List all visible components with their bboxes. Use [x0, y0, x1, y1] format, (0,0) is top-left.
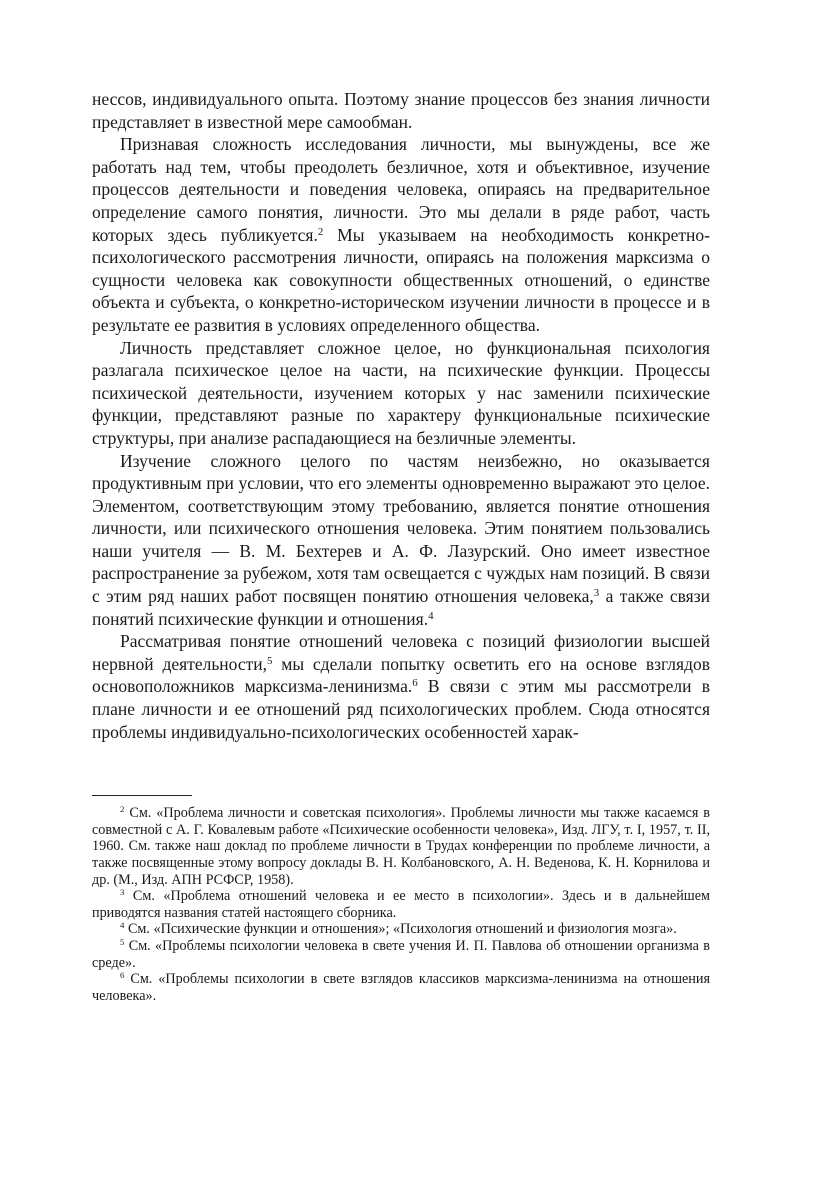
paragraph-text: Личность представляет сложное целое, но функциональная психология разлагала психическое целое на части, на психические функции. Процессы психической деятельности, изучением которых у нас заменили психические функции, представляют разные по характеру функциональные психические структуры, при анализе распадающиеся на безличные элементы. [92, 337, 710, 448]
footnote-number: 3 [120, 887, 125, 898]
footnote-number: 6 [120, 970, 125, 981]
footnote-text: См. «Проблемы психологии в свете взглядов классиков марксизма-ленинизма на отношения человека». [92, 971, 711, 1004]
body-paragraph [92, 630, 710, 743]
footnote-divider [92, 795, 192, 796]
footnote-reference: 5 [267, 654, 273, 667]
body-paragraph [92, 88, 710, 133]
footnote-reference: 3 [593, 587, 600, 600]
footnote-number: 5 [120, 937, 125, 948]
paragraph-text: Признавая сложность исследования личности, мы вынуждены, все же работать над тем, чтобы преодолеть безличное, хотя и объективное, изучение процессов деятельности и поведения человека, опираясь на предварительное определение самого понятия, личности. Это мы делали в ряде работ, часть которых здесь публикуется. [92, 134, 710, 245]
body-paragraph [92, 450, 710, 631]
footnote-number: 4 [120, 920, 125, 931]
footnote-text: См. «Проблемы психологии человека в свете учения И. П. Павлова об отношении организма в среде». [92, 937, 710, 971]
book-page [92, 88, 710, 1004]
body-paragraph [92, 133, 710, 336]
footnote [92, 938, 710, 971]
paragraph-text: Изучение сложного целого по частям неизбежно, но оказывается продуктивным при условии, что его элементы одновременно выражают это целое. Элементом, соответствующим этому требованию, является понятие отношения личности, или психического отношения человека. Этим понятием пользовались наши учителя — В. М. Бехтерев и А. Ф. Лазурский. Оно имеет известное распространение за рубежом, хотя там освещается с чуждых нам позиций. В связи с этим ряд наших работ посвящен понятию отношения человека, [92, 450, 710, 607]
paragraph-text: В связи с этим мы рассмотрели в плане личности и ее отношений ряд психологических проблем. Сюда относятся проблемы индивидуально-психологических особенностей харак- [92, 676, 710, 742]
paragraph-text: Рассматривая понятие отношений человека с позиций физиологии высшей нервной деятельности, [92, 631, 710, 674]
paragraph-text: Мы указываем на необходимость конкретно-психологического рассмотрения личности, опираясь на положения марксизма о сущности человека как совокупности общественных отношений, о единстве объекта и субъекта, о конкретно-историческом изучении личности в процессе и в результате ее развития в условиях определенного общества. [92, 224, 710, 335]
footnote [92, 921, 710, 938]
footnote-number: 2 [120, 804, 125, 815]
footnote [92, 805, 710, 888]
footnote-reference: 2 [317, 225, 324, 238]
body-paragraph [92, 337, 710, 450]
paragraph-text: нессов, индивидуального опыта. Поэтому знание процессов без знания личности представляет в известной мере самообман. [92, 89, 710, 132]
footnote [92, 971, 710, 1004]
footnote [92, 888, 710, 921]
footnote-text: См. «Проблема отношений человека и ее место в психологии». Здесь и в дальнейшем приводятся названия статей настоящего сборника. [92, 888, 710, 921]
main-text [92, 88, 710, 743]
paragraph-text: мы сделали попытку осветить его на основе взглядов основоположников марксизма-ленинизма. [92, 653, 710, 697]
footnotes [92, 805, 710, 1004]
footnote-reference: 6 [412, 677, 418, 690]
footnote-reference: 4 [428, 609, 434, 622]
footnote-text: См. «Психические функции и отношения»; «Психология отношений и физиология мозга». [127, 921, 677, 938]
footnote-text: См. «Проблема личности и советская психология». Проблемы личности мы также касаемся в совместной с А. Г. Ковалевым работе «Психические особенности человека», Изд. ЛГУ, т. I, 1957, т. II, 1960. См. также наш доклад по проблеме личности в Трудах конференции по проблеме личности, а также посвященные этому вопросу доклады В. Н. Колбановского, А. Н. Веденова, К. Н. Корнилова и др. (М., Изд. АПН РСФСР, 1958). [92, 805, 711, 888]
paragraph-text: а также связи понятий психические функции и отношения. [92, 586, 710, 629]
